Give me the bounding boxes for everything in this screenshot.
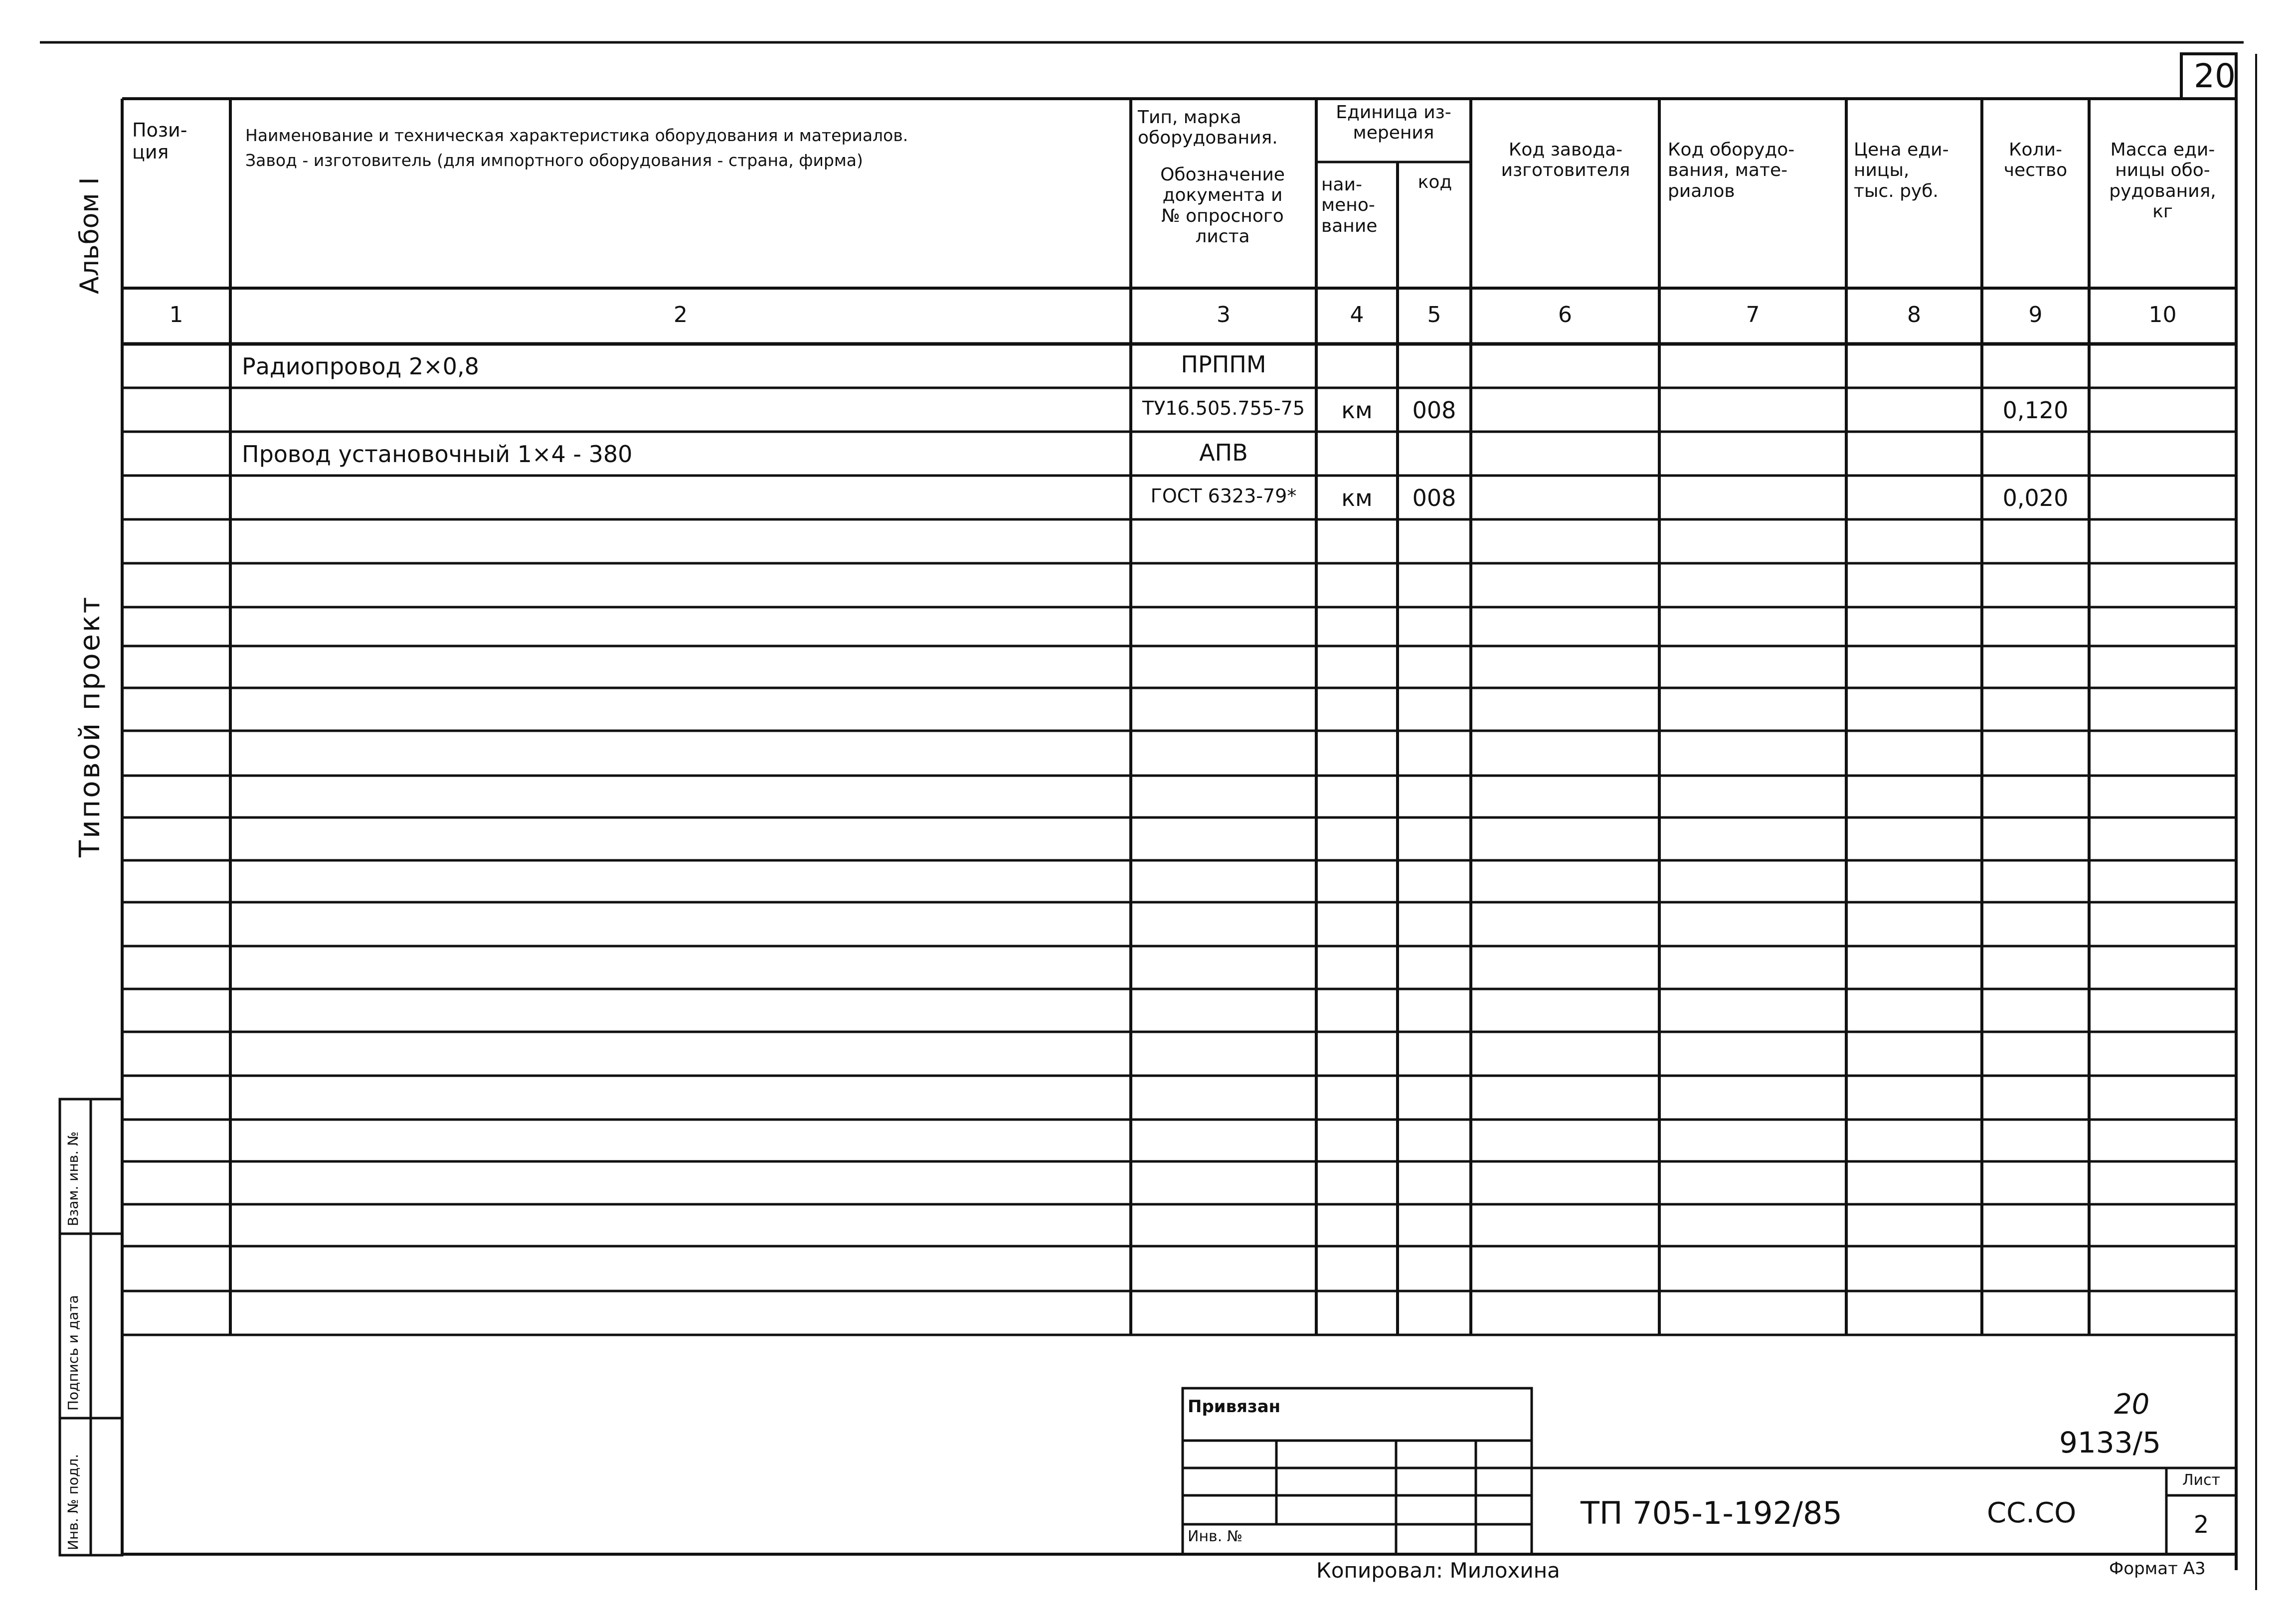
row-3-type: АПВ [1199,439,1248,466]
header-unit-price: Цена еди- ницы, тыс. руб. [1854,140,1949,201]
column-number-2: 2 [674,302,688,327]
header-position: Пози- ция [132,119,187,163]
stamp-signature-label: Подпись и дата [65,1295,81,1411]
sheet-number-top: 20 [2194,57,2236,95]
format-label: Формат А3 [2109,1559,2206,1579]
album-label: Альбом I [75,177,105,294]
column-number-5: 5 [1427,302,1441,327]
header-unit-name: наи- мено- вание [1321,174,1378,236]
header-unit-code: код [1417,172,1452,192]
column-number-7: 7 [1746,302,1760,327]
column-number-4: 4 [1350,302,1364,327]
row-4-code: 008 [1412,485,1456,511]
row-2-code: 008 [1412,397,1456,424]
header-manufacturer-code: Код завода- изготовителя [1501,140,1630,181]
row-2-unit: км [1341,397,1373,424]
column-number-1: 1 [169,302,183,327]
row-1-name: Радиопровод 2×0,8 [242,353,479,380]
row-4-quantity: 0,020 [2002,485,2069,511]
header-equipment-code: Код оборудо- вания, мате- риалов [1668,140,1795,201]
document-code: ТП 705-1-192/85 [1581,1495,1842,1531]
stamp-replace-label: Взам. инв. № [65,1131,81,1226]
section-code: СС.СО [1987,1497,2077,1529]
header-type-brand: Тип, марка оборудования. [1138,107,1278,149]
row-2-type: ТУ16.505.755-75 [1142,397,1305,419]
column-number-10: 10 [2148,302,2177,327]
header-quantity: Коли- чество [2003,140,2068,181]
row-4-type: ГОСТ 6323-79* [1150,485,1297,507]
inv-number-label: Инв. № [1188,1528,1243,1545]
handwritten-code: 9133/5 [2059,1426,2161,1459]
column-number-8: 8 [1907,302,1921,327]
row-3-name: Провод установочный 1×4 - 380 [242,441,633,468]
column-number-6: 6 [1558,302,1572,327]
list-label: Лист [2182,1471,2221,1489]
header-unit-mass: Масса еди- ницы обо- рудования, кг [2109,140,2216,222]
column-number-9: 9 [2028,302,2043,327]
header-unit-group: Единица из- мерения [1336,102,1451,144]
row-4-unit: км [1341,485,1373,511]
header-name-line1: Наименование и техническая характеристика оборудования и материалов. [245,126,908,145]
copied-by: Копировал: Милохина [1316,1558,1560,1583]
header-name-line2: Завод - изготовитель (для импортного оборудования - страна, фирма) [245,151,863,170]
privyazan-label: Привязан [1188,1397,1281,1417]
column-number-3: 3 [1217,302,1231,327]
stamp-inv-label: Инв. № подл. [65,1454,81,1550]
handwritten-sheet-number: 20 [2114,1388,2150,1421]
header-document-designation: Обозначение документа и № опросного листа [1160,164,1285,247]
project-label: Типовой проект [74,595,106,857]
list-number: 2 [2193,1511,2209,1539]
row-2-quantity: 0,120 [2002,397,2069,424]
row-1-type: ПРППМ [1181,351,1266,378]
